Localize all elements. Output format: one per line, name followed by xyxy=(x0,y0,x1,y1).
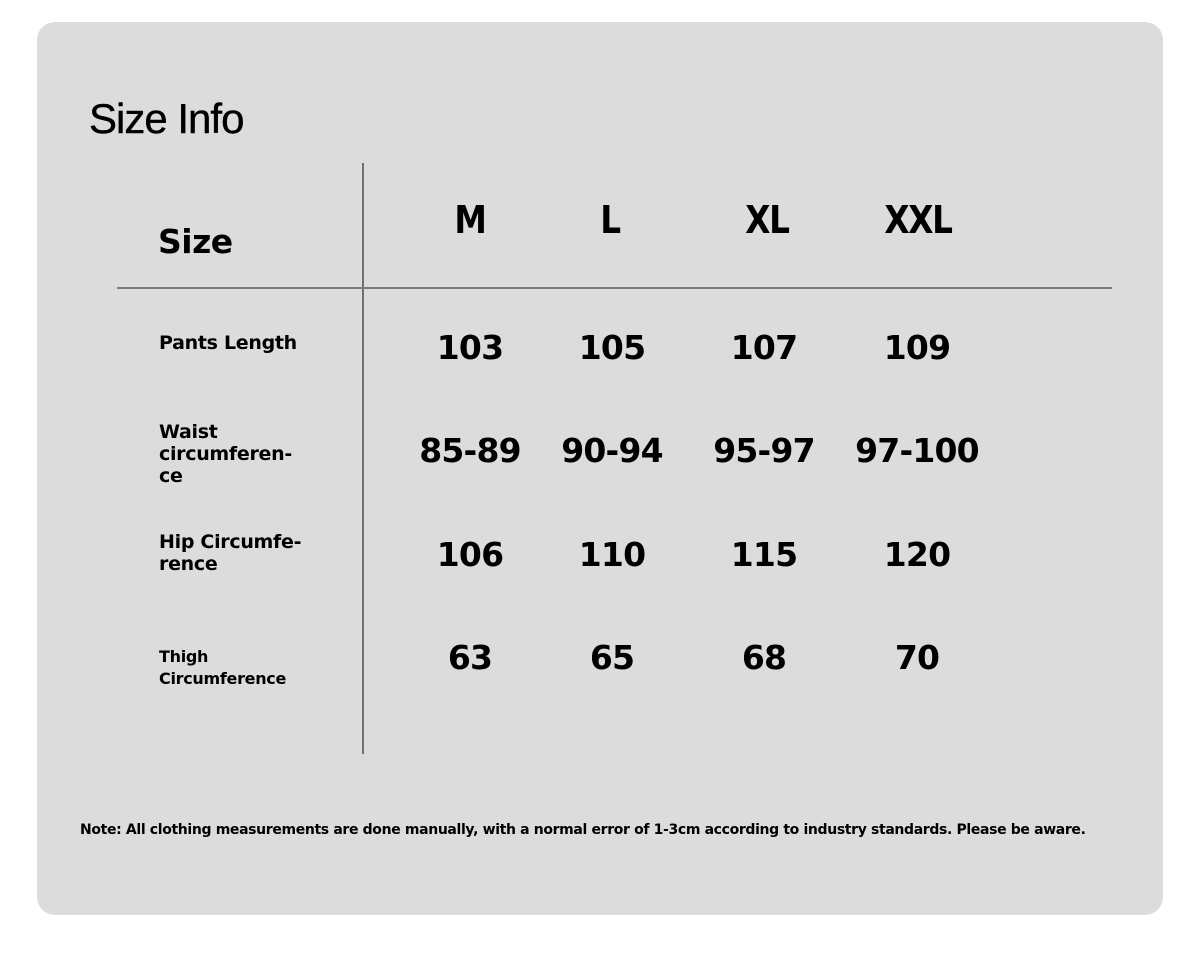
table-cell: 68 xyxy=(741,638,787,677)
table-cell: 90-94 xyxy=(561,431,663,470)
measurement-note: Note: All clothing measurements are done manually, with a normal error of 1-3cm according to industry standards. Please be aware. xyxy=(80,822,1086,838)
row-label-line: Pants Length xyxy=(159,332,297,354)
table-cell: 109 xyxy=(883,328,951,367)
table-cell: 103 xyxy=(436,328,504,367)
row-label-hip-circumference xyxy=(159,531,339,575)
row-label-waist-circumference xyxy=(159,421,339,487)
row-label-thigh-circumference xyxy=(159,646,339,690)
size-column-header: Size xyxy=(158,222,233,261)
table-cell: 107 xyxy=(730,328,798,367)
row-label-line: rence xyxy=(159,553,218,575)
table-cell: 70 xyxy=(894,638,940,677)
table-cell: 95-97 xyxy=(713,431,815,470)
vertical-divider xyxy=(362,163,364,754)
table-cell: 120 xyxy=(883,535,951,574)
table-cell: 97-100 xyxy=(855,431,979,470)
size-header-xxl: XXL xyxy=(884,198,952,242)
size-header-l: L xyxy=(600,198,620,242)
row-label-line: ce xyxy=(159,465,183,487)
table-cell: 63 xyxy=(447,638,493,677)
row-label-line: Thigh Circumference xyxy=(159,647,287,688)
table-cell: 106 xyxy=(436,535,504,574)
row-label-line: circumferen- xyxy=(159,443,292,465)
row-label-pants-length xyxy=(159,332,339,354)
table-cell: 85-89 xyxy=(419,431,521,470)
table-cell: 105 xyxy=(578,328,646,367)
table-cell: 65 xyxy=(589,638,635,677)
page-title: Size Info xyxy=(89,95,244,142)
size-header-xl: XL xyxy=(745,198,789,242)
table-cell: 110 xyxy=(578,535,646,574)
size-header-m: M xyxy=(454,198,486,242)
table-cell: 115 xyxy=(730,535,798,574)
row-label-line: Hip Circumfe- xyxy=(159,531,302,553)
row-label-line: Waist xyxy=(159,421,218,443)
horizontal-divider xyxy=(117,287,1112,289)
